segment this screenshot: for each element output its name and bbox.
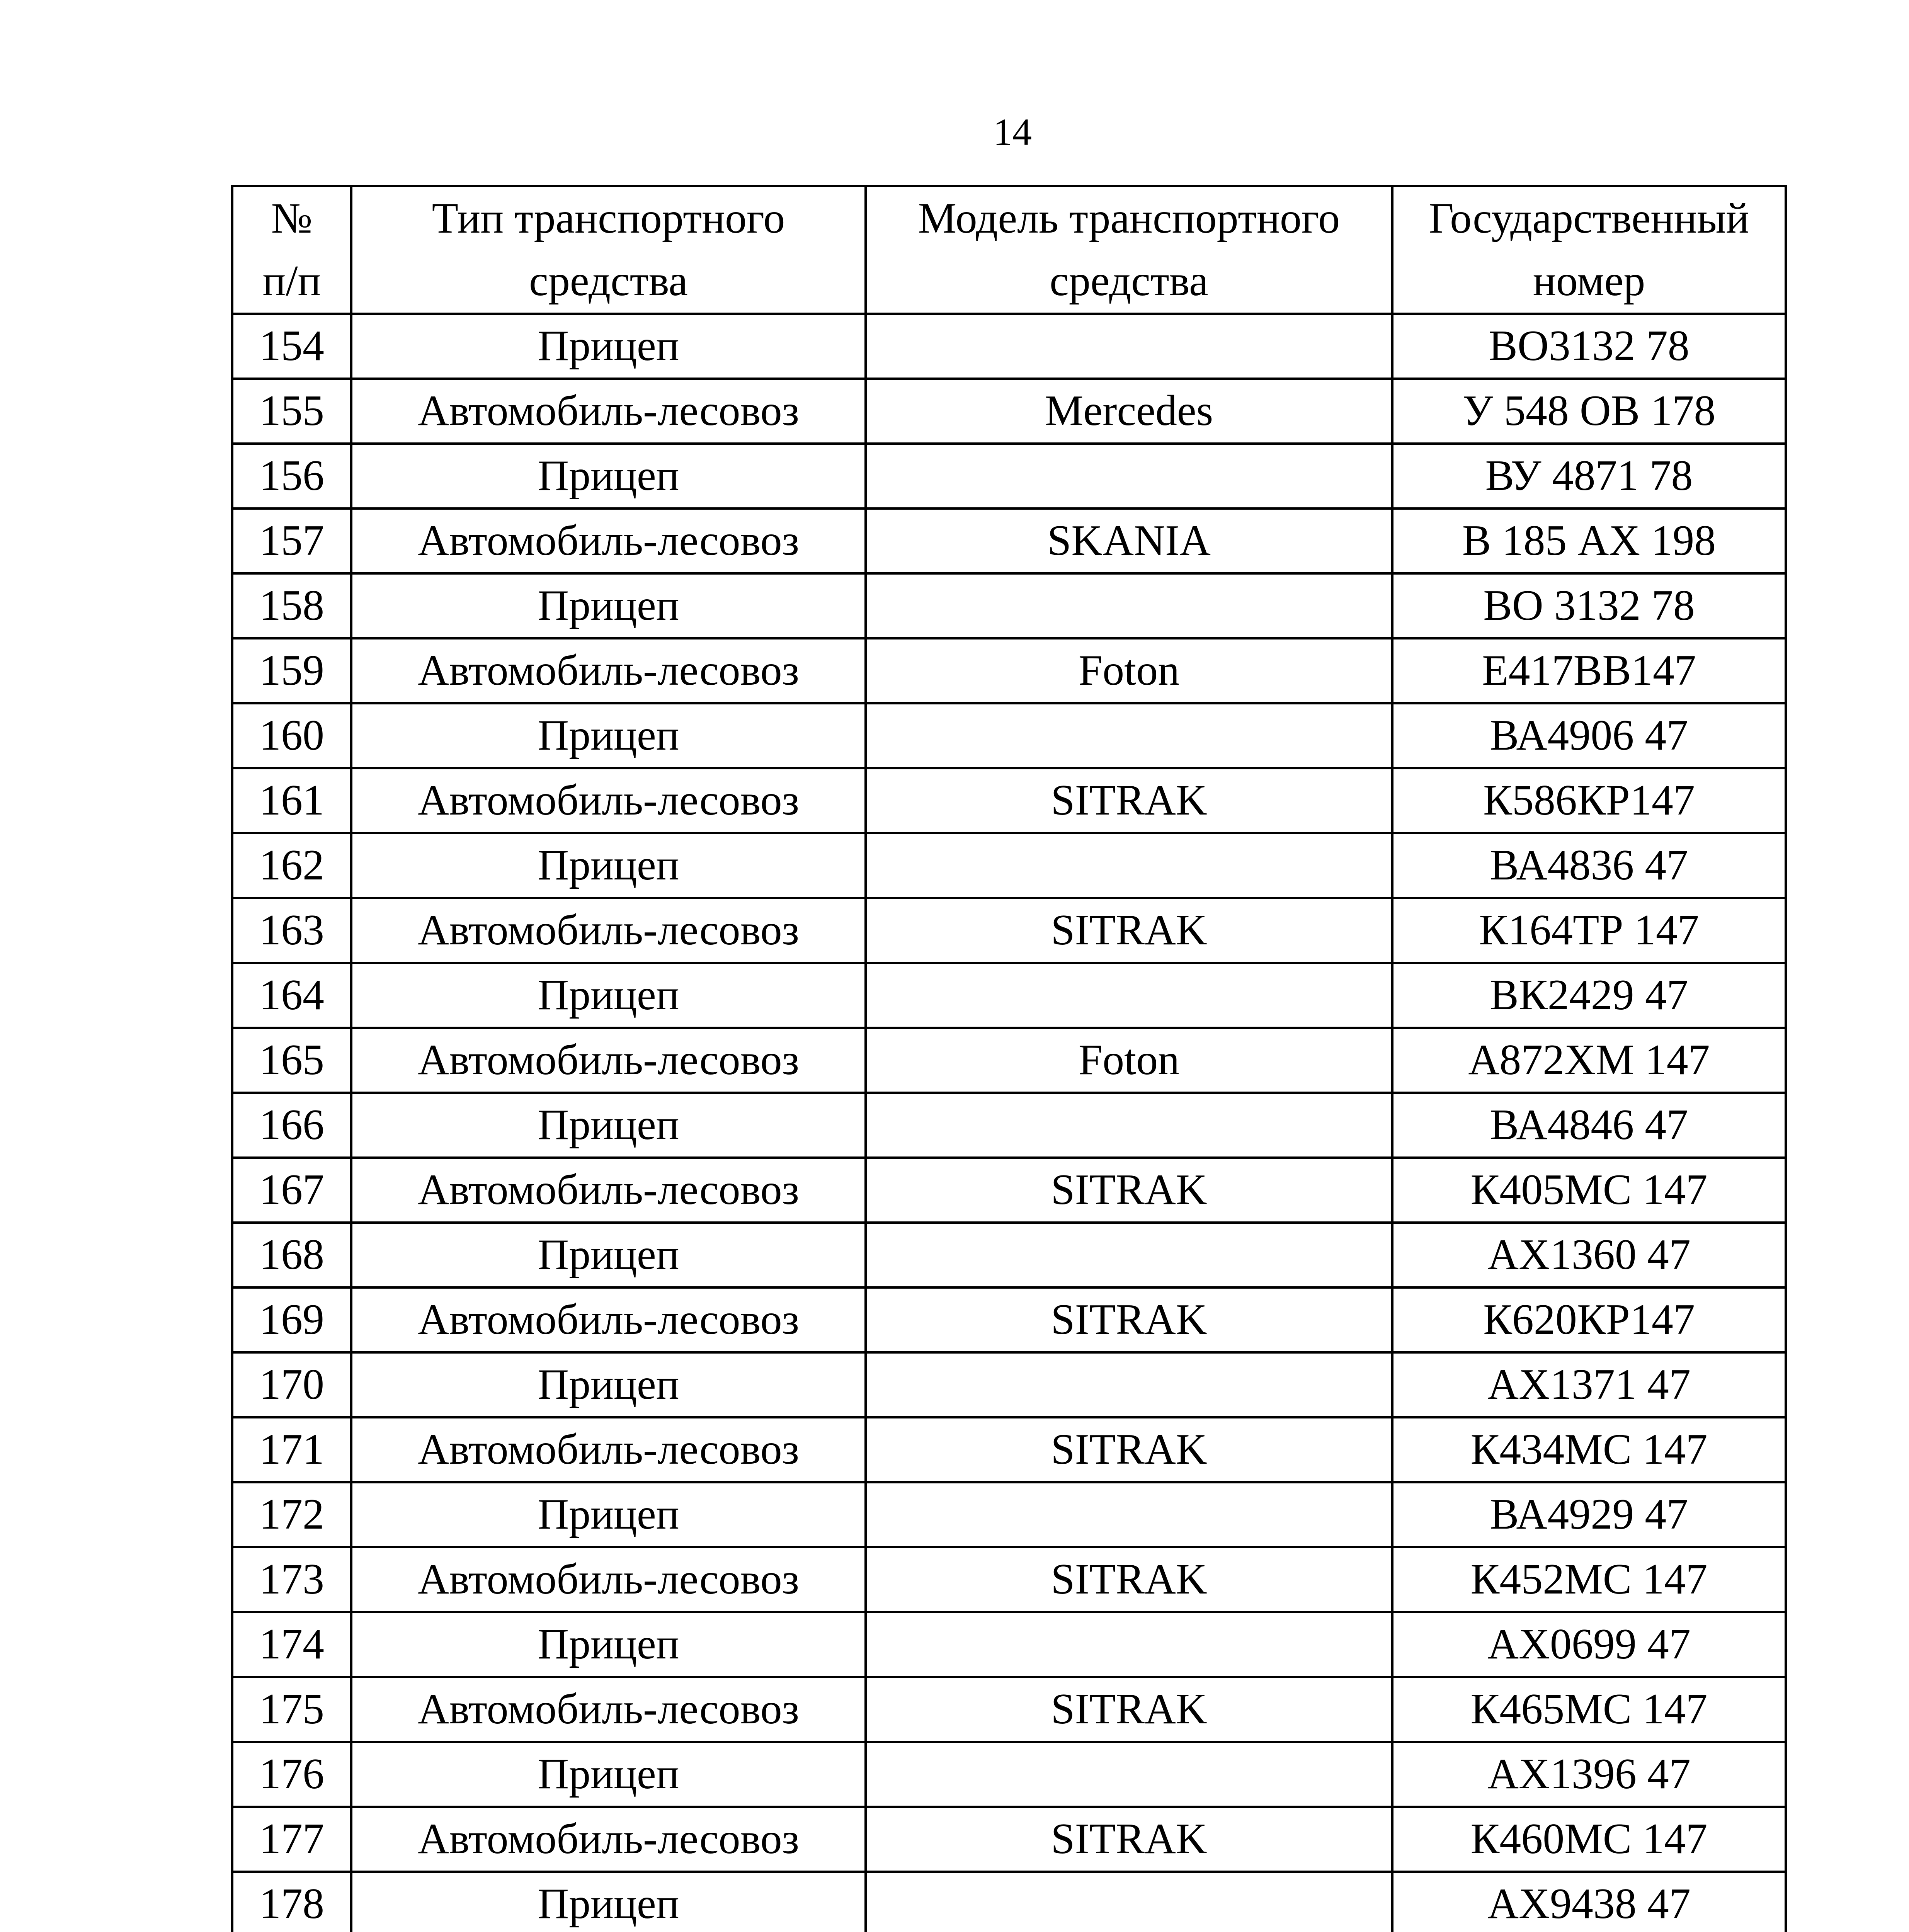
vehicle-type-cell: Автомобиль-лесовоз (351, 638, 866, 703)
row-number-cell: 161 (232, 768, 351, 833)
vehicle-model-cell (866, 314, 1392, 379)
header-plate-number (1392, 186, 1786, 314)
plate-number-cell: ВА4929 47 (1392, 1482, 1786, 1547)
plate-number-cell: К164ТР 147 (1392, 898, 1786, 963)
row-number-cell: 177 (232, 1807, 351, 1872)
plate-number-cell: В 185 АХ 198 (1392, 509, 1786, 573)
plate-number-cell: Е417ВВ147 (1392, 638, 1786, 703)
table-row (232, 1807, 1786, 1872)
plate-number-cell: ВУ 4871 78 (1392, 444, 1786, 509)
page-number: 14 (993, 111, 1032, 153)
plate-number-cell: К586КР147 (1392, 768, 1786, 833)
plate-number-cell: АХ9438 47 (1392, 1872, 1786, 1932)
row-number-cell: 178 (232, 1872, 351, 1932)
vehicle-model-cell: SITRAK (866, 1677, 1392, 1742)
header-vehicle-model-line1: Модель транспортного (918, 194, 1340, 242)
plate-number-cell: АХ1371 47 (1392, 1352, 1786, 1417)
row-number-cell: 176 (232, 1742, 351, 1807)
vehicle-model-cell: SITRAK (866, 1287, 1392, 1352)
vehicle-type-cell: Прицеп (351, 703, 866, 768)
row-number-cell: 175 (232, 1677, 351, 1742)
row-number-cell: 163 (232, 898, 351, 963)
table-row (232, 1612, 1786, 1677)
table-row (232, 898, 1786, 963)
table-row (232, 638, 1786, 703)
vehicle-model-cell: Foton (866, 638, 1392, 703)
vehicle-model-cell: Foton (866, 1028, 1392, 1093)
vehicle-type-cell: Прицеп (351, 1223, 866, 1287)
vehicle-type-cell: Прицеп (351, 1352, 866, 1417)
plate-number-cell: К452МС 147 (1392, 1547, 1786, 1612)
vehicle-type-cell: Прицеп (351, 1742, 866, 1807)
vehicle-model-cell (866, 1742, 1392, 1807)
vehicle-type-cell: Автомобиль-лесовоз (351, 1677, 866, 1742)
table-row (232, 1028, 1786, 1093)
vehicle-type-cell: Автомобиль-лесовоз (351, 379, 866, 444)
vehicle-type-cell: Прицеп (351, 963, 866, 1028)
plate-number-cell: К405МС 147 (1392, 1158, 1786, 1223)
table-row (232, 444, 1786, 509)
vehicle-type-cell: Автомобиль-лесовоз (351, 1807, 866, 1872)
row-number-cell: 164 (232, 963, 351, 1028)
table-row (232, 1352, 1786, 1417)
table-row (232, 1417, 1786, 1482)
row-number-cell: 170 (232, 1352, 351, 1417)
vehicle-type-cell: Автомобиль-лесовоз (351, 768, 866, 833)
vehicle-type-cell: Автомобиль-лесовоз (351, 1028, 866, 1093)
row-number-cell: 165 (232, 1028, 351, 1093)
row-number-cell: 172 (232, 1482, 351, 1547)
table-row (232, 833, 1786, 898)
vehicle-model-cell: SITRAK (866, 768, 1392, 833)
plate-number-cell: ВО3132 78 (1392, 314, 1786, 379)
row-number-cell: 174 (232, 1612, 351, 1677)
vehicle-type-cell: Прицеп (351, 1093, 866, 1158)
table-row (232, 1287, 1786, 1352)
table-header (232, 186, 1786, 314)
vehicle-type-cell: Прицеп (351, 1482, 866, 1547)
header-plate-number-line2: номер (1533, 257, 1645, 305)
vehicle-model-cell: SKANIA (866, 509, 1392, 573)
plate-number-cell: АХ1396 47 (1392, 1742, 1786, 1807)
plate-number-cell: У 548 ОВ 178 (1392, 379, 1786, 444)
table-row (232, 1547, 1786, 1612)
plate-number-cell: АХ0699 47 (1392, 1612, 1786, 1677)
vehicle-model-cell (866, 1872, 1392, 1932)
vehicle-type-cell: Автомобиль-лесовоз (351, 1547, 866, 1612)
vehicle-model-cell (866, 1612, 1392, 1677)
vehicle-type-cell: Прицеп (351, 833, 866, 898)
row-number-cell: 157 (232, 509, 351, 573)
vehicle-model-cell (866, 1093, 1392, 1158)
vehicle-model-cell (866, 703, 1392, 768)
vehicle-model-cell: SITRAK (866, 898, 1392, 963)
plate-number-cell: ВА4836 47 (1392, 833, 1786, 898)
vehicle-model-cell (866, 1352, 1392, 1417)
plate-number-cell: ВА4906 47 (1392, 703, 1786, 768)
table-row (232, 1677, 1786, 1742)
table-row (232, 379, 1786, 444)
vehicle-type-cell: Автомобиль-лесовоз (351, 1417, 866, 1482)
vehicle-model-cell (866, 1482, 1392, 1547)
plate-number-cell: К434МС 147 (1392, 1417, 1786, 1482)
plate-number-cell: ВА4846 47 (1392, 1093, 1786, 1158)
header-vehicle-model (866, 186, 1392, 314)
table-row (232, 703, 1786, 768)
header-vehicle-type-line1: Тип транспортного (432, 194, 785, 242)
vehicle-model-cell (866, 1223, 1392, 1287)
plate-number-cell: АХ1360 47 (1392, 1223, 1786, 1287)
header-plate-number-line1: Государственный (1429, 194, 1749, 242)
plate-number-cell: К460МС 147 (1392, 1807, 1786, 1872)
header-number (232, 186, 351, 314)
plate-number-cell: А872ХМ 147 (1392, 1028, 1786, 1093)
row-number-cell: 168 (232, 1223, 351, 1287)
vehicle-type-cell: Прицеп (351, 314, 866, 379)
row-number-cell: 173 (232, 1547, 351, 1612)
plate-number-cell: ВК2429 47 (1392, 963, 1786, 1028)
vehicle-table (231, 185, 1787, 1932)
header-vehicle-type (351, 186, 866, 314)
row-number-cell: 159 (232, 638, 351, 703)
row-number-cell: 155 (232, 379, 351, 444)
plate-number-cell: ВО 3132 78 (1392, 573, 1786, 638)
header-row (232, 186, 1786, 314)
vehicle-model-cell (866, 444, 1392, 509)
vehicle-model-cell: SITRAK (866, 1807, 1392, 1872)
vehicle-model-cell: Mercedes (866, 379, 1392, 444)
header-vehicle-model-line2: средства (1050, 257, 1208, 305)
row-number-cell: 171 (232, 1417, 351, 1482)
vehicle-type-cell: Автомобиль-лесовоз (351, 1158, 866, 1223)
row-number-cell: 166 (232, 1093, 351, 1158)
vehicle-type-cell: Прицеп (351, 1612, 866, 1677)
vehicle-type-cell: Прицеп (351, 444, 866, 509)
table-row (232, 1742, 1786, 1807)
table-row (232, 1872, 1786, 1932)
table-row (232, 573, 1786, 638)
header-vehicle-type-line2: средства (529, 257, 688, 305)
vehicle-type-cell: Прицеп (351, 1872, 866, 1932)
table-row (232, 768, 1786, 833)
table-row (232, 1158, 1786, 1223)
plate-number-cell: К465МС 147 (1392, 1677, 1786, 1742)
table-row (232, 963, 1786, 1028)
table-row (232, 509, 1786, 573)
row-number-cell: 162 (232, 833, 351, 898)
row-number-cell: 154 (232, 314, 351, 379)
table-body (232, 314, 1786, 1932)
vehicle-type-cell: Автомобиль-лесовоз (351, 509, 866, 573)
table-row (232, 1223, 1786, 1287)
plate-number-cell: К620КР147 (1392, 1287, 1786, 1352)
vehicle-model-cell: SITRAK (866, 1158, 1392, 1223)
table-row (232, 314, 1786, 379)
header-number-line1: № (271, 194, 313, 242)
vehicle-model-cell (866, 963, 1392, 1028)
vehicle-type-cell: Автомобиль-лесовоз (351, 898, 866, 963)
vehicle-model-cell (866, 833, 1392, 898)
row-number-cell: 156 (232, 444, 351, 509)
row-number-cell: 169 (232, 1287, 351, 1352)
vehicle-type-cell: Прицеп (351, 573, 866, 638)
vehicle-type-cell: Автомобиль-лесовоз (351, 1287, 866, 1352)
vehicle-model-cell: SITRAK (866, 1417, 1392, 1482)
table-row (232, 1093, 1786, 1158)
vehicle-model-cell (866, 573, 1392, 638)
vehicle-model-cell: SITRAK (866, 1547, 1392, 1612)
table-row (232, 1482, 1786, 1547)
row-number-cell: 167 (232, 1158, 351, 1223)
header-number-line2: п/п (262, 257, 321, 305)
row-number-cell: 160 (232, 703, 351, 768)
row-number-cell: 158 (232, 573, 351, 638)
